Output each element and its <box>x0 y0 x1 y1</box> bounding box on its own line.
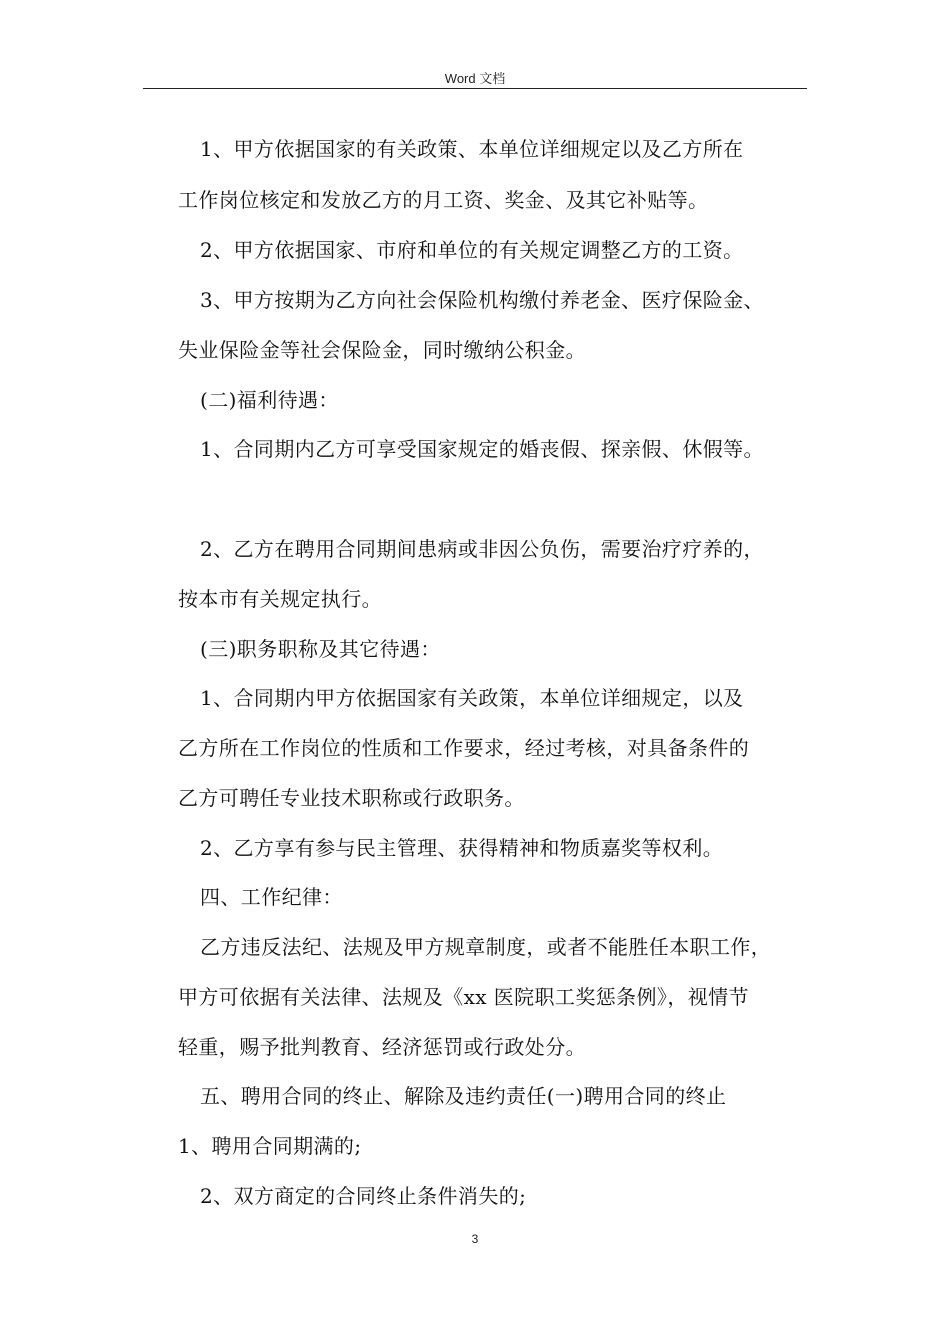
paragraph-line: 乙方可聘任专业技术职称或行政职务。 <box>178 786 525 810</box>
paragraph-line: 乙方违反法纪、法规及甲方规章制度，或者不能胜任本职工作， <box>200 935 772 959</box>
paragraph-line: 2、乙方享有参与民主管理、获得精神和物质嘉奖等权利。 <box>200 836 724 860</box>
paragraph-line: 2、乙方在聘用合同期间患病或非因公负伤，需要治疗疗养的， <box>200 537 764 561</box>
paragraph-line: 1、合同期内甲方依据国家有关政策，本单位详细规定，以及 <box>200 686 744 710</box>
paragraph-line: 1、甲方依据国家的有关政策、本单位详细规定以及乙方所在 <box>200 137 744 161</box>
paragraph-line: 乙方所在工作岗位的性质和工作要求，经过考核，对具备条件的 <box>178 736 750 760</box>
paragraph-line: 2、双方商定的合同终止条件消失的; <box>200 1184 527 1208</box>
section-heading: 四、工作纪律： <box>200 885 343 909</box>
header-divider <box>143 88 807 89</box>
paragraph-line: 失业保险金等社会保险金，同时缴纳公积金。 <box>178 338 586 362</box>
paragraph-line: 轻重，赐予批判教育、经济惩罚或行政处分。 <box>178 1035 586 1059</box>
paragraph-line: 1、合同期内乙方可享受国家规定的婚丧假、探亲假、休假等。 <box>200 437 764 461</box>
paragraph-line: 工作岗位核定和发放乙方的月工资、奖金、及其它补贴等。 <box>178 188 709 212</box>
paragraph-line: 3、甲方按期为乙方向社会保险机构缴付养老金、医疗保险金、 <box>200 288 764 312</box>
section-heading: (三)职务职称及其它待遇： <box>200 637 441 661</box>
paragraph-line: 1、聘用合同期满的; <box>178 1134 362 1158</box>
header-title: Word 文档 <box>444 71 506 86</box>
page-number: 3 <box>471 1232 479 1246</box>
paragraph-line: 甲方可依据有关法律、法规及《xx 医院职工奖惩条例》，视情节 <box>178 985 749 1009</box>
section-heading: (二)福利待遇： <box>200 388 339 412</box>
section-heading: 五、聘用合同的终止、解除及违约责任(一)聘用合同的终止 <box>200 1084 727 1108</box>
paragraph-line: 按本市有关规定执行。 <box>178 587 382 611</box>
paragraph-line: 2、甲方依据国家、市府和单位的有关规定调整乙方的工资。 <box>200 238 744 262</box>
